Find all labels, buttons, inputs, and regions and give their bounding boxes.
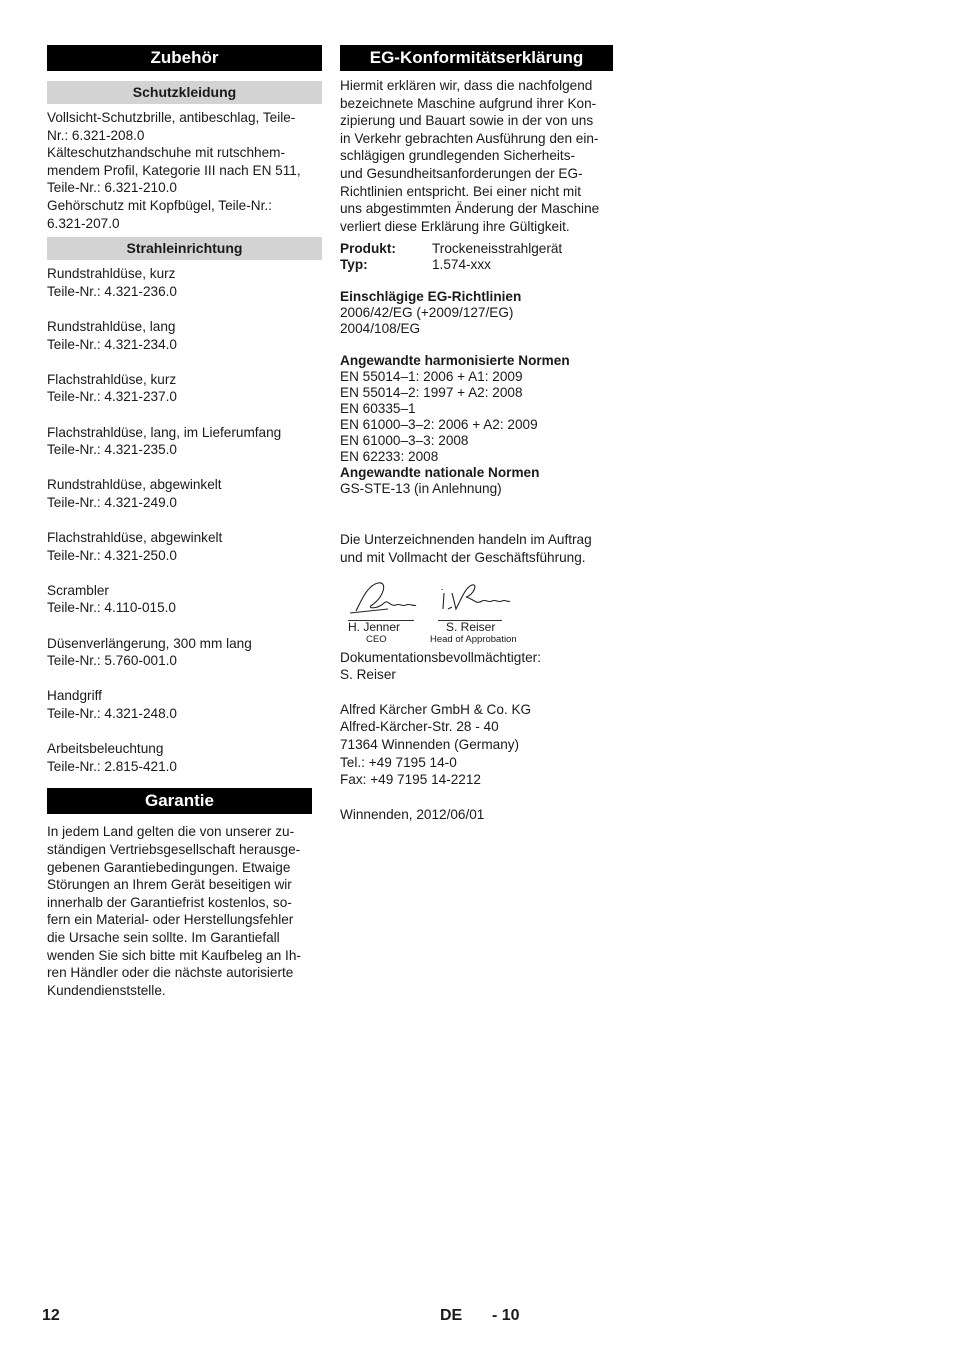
schutzkleidung-subheading: Schutzkleidung [47,81,322,104]
produkt-row [340,241,613,257]
richtlinien-title: Einschlägige EG-Richtlinien [340,289,522,305]
accessory-item [47,371,322,406]
signature-name: S. Reiser [446,619,496,634]
harmonized-standard-item: EN 55014–1: 2006 + A1: 2009 [340,369,523,385]
accessory-item [47,424,322,459]
strahleinrichtung-list [47,265,322,775]
right-column [340,45,613,823]
page-number: 12 [42,1307,60,1324]
directive-item: 2006/42/EG (+2009/127/EG) [340,305,514,321]
accessory-name: Handgriff [47,688,102,704]
left-column [47,45,322,999]
nationale-normen-list [340,481,613,497]
accessory-item [47,476,322,511]
richtlinien-section [340,289,613,337]
harmonisierte-normen-list [340,369,613,465]
garantie-text: In jedem Land gelten die von unserer zu- ständigen Vertriebsgesellschaft herausge- gebenen Garantiebedingungen. Etwaige Störungen an Ihrem Gerät beseitigen wir innerhalb der Garantiefrist kostenlos, so- fern ein Material- oder Herstellungsfehler die Ursache sein sollte. Im Garantiefall wenden Sie sich bitte mit Kaufbeleg an Ih- ren Händler oder die nächste autorisierte Kundendienststelle. [47,824,301,998]
konformitaet-heading: EG-Konformitätserklärung [340,45,613,71]
produkt-value: Trockeneisstrahlgerät [432,241,563,257]
accessory-name: Flachstrahldüse, abgewinkelt [47,530,223,546]
schutzkleidung-text: Vollsicht-Schutzbrille, antibeschlag, Teile- Nr.: 6.321-208.0 Kälteschutzhandschuhe mit rutschhem- mendem Profil, Kategorie III nach EN 511, Teile-Nr.: 6.321-210.0 Gehörschutz mit Kopfbügel, Teile-Nr.: 6.321-207.0 [47,110,301,231]
harmonized-standard-item: EN 61000–3–3: 2008 [340,433,469,449]
accessory-part-number: Teile-Nr.: 4.321-235.0 [47,442,177,458]
signature-area [340,579,613,643]
harmonisierte-normen-title: Angewandte harmonisierte Normen [340,353,570,369]
accessory-item [47,529,322,564]
accessory-name: Rundstrahldüse, kurz [47,266,176,282]
signature-reiser-scribble-icon [432,579,512,615]
accessory-part-number: Teile-Nr.: 2.815-421.0 [47,758,177,774]
accessory-part-number: Teile-Nr.: 5.760-001.0 [47,653,177,669]
signature-reiser [432,579,520,646]
accessory-item [47,635,322,670]
signer-statement: Die Unterzeichnenden handeln im Auftrag und mit Vollmacht der Geschäftsführung. [340,532,592,565]
accessory-item [47,687,322,722]
konformitaet-intro: Hiermit erklären wir, dass die nachfolgend bezeichnete Maschine aufgrund ihrer Kon- zipierung und Bauart sowie in der von uns in Verkehr gebrachten Ausführung den ein- schlägigen grundlegenden Sicherheits- und Gesundheitsanforderungen der EG- Richtlinien entspricht. Bei einer nicht mit uns abgestimmten Änderung der Maschine verliert diese Erklärung ihre Gültigkeit. [340,78,600,234]
accessory-part-number: Teile-Nr.: 4.321-236.0 [47,283,177,299]
harmonized-standard-item: EN 61000–3–2: 2006 + A2: 2009 [340,417,538,433]
strahleinrichtung-subheading: Strahleinrichtung [47,237,322,260]
accessory-part-number: Teile-Nr.: 4.321-248.0 [47,706,177,721]
company-address: Alfred Kärcher GmbH & Co. KG Alfred-Kärcher-Str. 28 - 40 71364 Winnenden (Germany) Tel.: +49 7195 14-0 Fax: +49 7195 14-2212 [340,701,532,788]
garantie-heading: Garantie [47,788,312,814]
richtlinien-list [340,305,613,337]
accessory-name: Scrambler [47,582,109,598]
zubehoer-heading: Zubehör [47,45,322,71]
accessory-name: Rundstrahldüse, abgewinkelt [47,477,222,493]
accessory-name: Flachstrahldüse, lang, im Lieferumfang [47,424,282,440]
accessory-part-number: Teile-Nr.: 4.321-249.0 [47,494,177,510]
language-code: DE [440,1307,463,1324]
typ-label: Typ: [340,257,368,273]
signature-jenner-scribble-icon [348,579,418,615]
harmonisierte-normen-section [340,353,613,497]
typ-row [340,257,613,273]
accessory-name: Arbeitsbeleuchtung [47,741,164,757]
harmonized-standard-item: EN 55014–2: 1997 + A2: 2008 [340,385,523,401]
signature-role: Head of Approbation [430,633,517,645]
directive-item: 2004/108/EG [340,321,421,337]
date-place: Winnenden, 2012/06/01 [340,806,485,822]
accessory-name: Flachstrahldüse, kurz [47,371,177,387]
accessory-name: Rundstrahldüse, lang [47,318,176,334]
accessory-part-number: Teile-Nr.: 4.321-237.0 [47,389,177,405]
product-info [340,241,613,273]
signature-jenner [348,579,414,646]
accessory-part-number: Teile-Nr.: 4.321-250.0 [47,547,177,563]
documentation-representative: Dokumentationsbevollmächtigter: S. Reiser [340,649,541,683]
signature-name: H. Jenner [348,619,401,634]
typ-value: 1.574-xxx [432,257,491,273]
accessory-item [47,318,322,353]
nationale-normen-title: Angewandte nationale Normen [340,465,540,481]
accessory-item [47,265,322,300]
accessory-item [47,740,322,775]
signature-role: CEO [366,633,387,645]
accessory-part-number: Teile-Nr.: 4.110-015.0 [47,600,176,616]
harmonized-standard-item: EN 60335–1 [340,401,416,417]
accessory-part-number: Teile-Nr.: 4.321-234.0 [47,336,177,352]
produkt-label: Produkt: [340,241,396,257]
accessory-item [47,582,322,617]
national-standard-item: GS-STE-13 (in Anlehnung) [340,481,502,497]
harmonized-standard-item: EN 62233: 2008 [340,449,439,465]
sub-page-number: - 10 [492,1307,520,1324]
accessory-name: Düsenverlängerung, 300 mm lang [47,635,252,651]
